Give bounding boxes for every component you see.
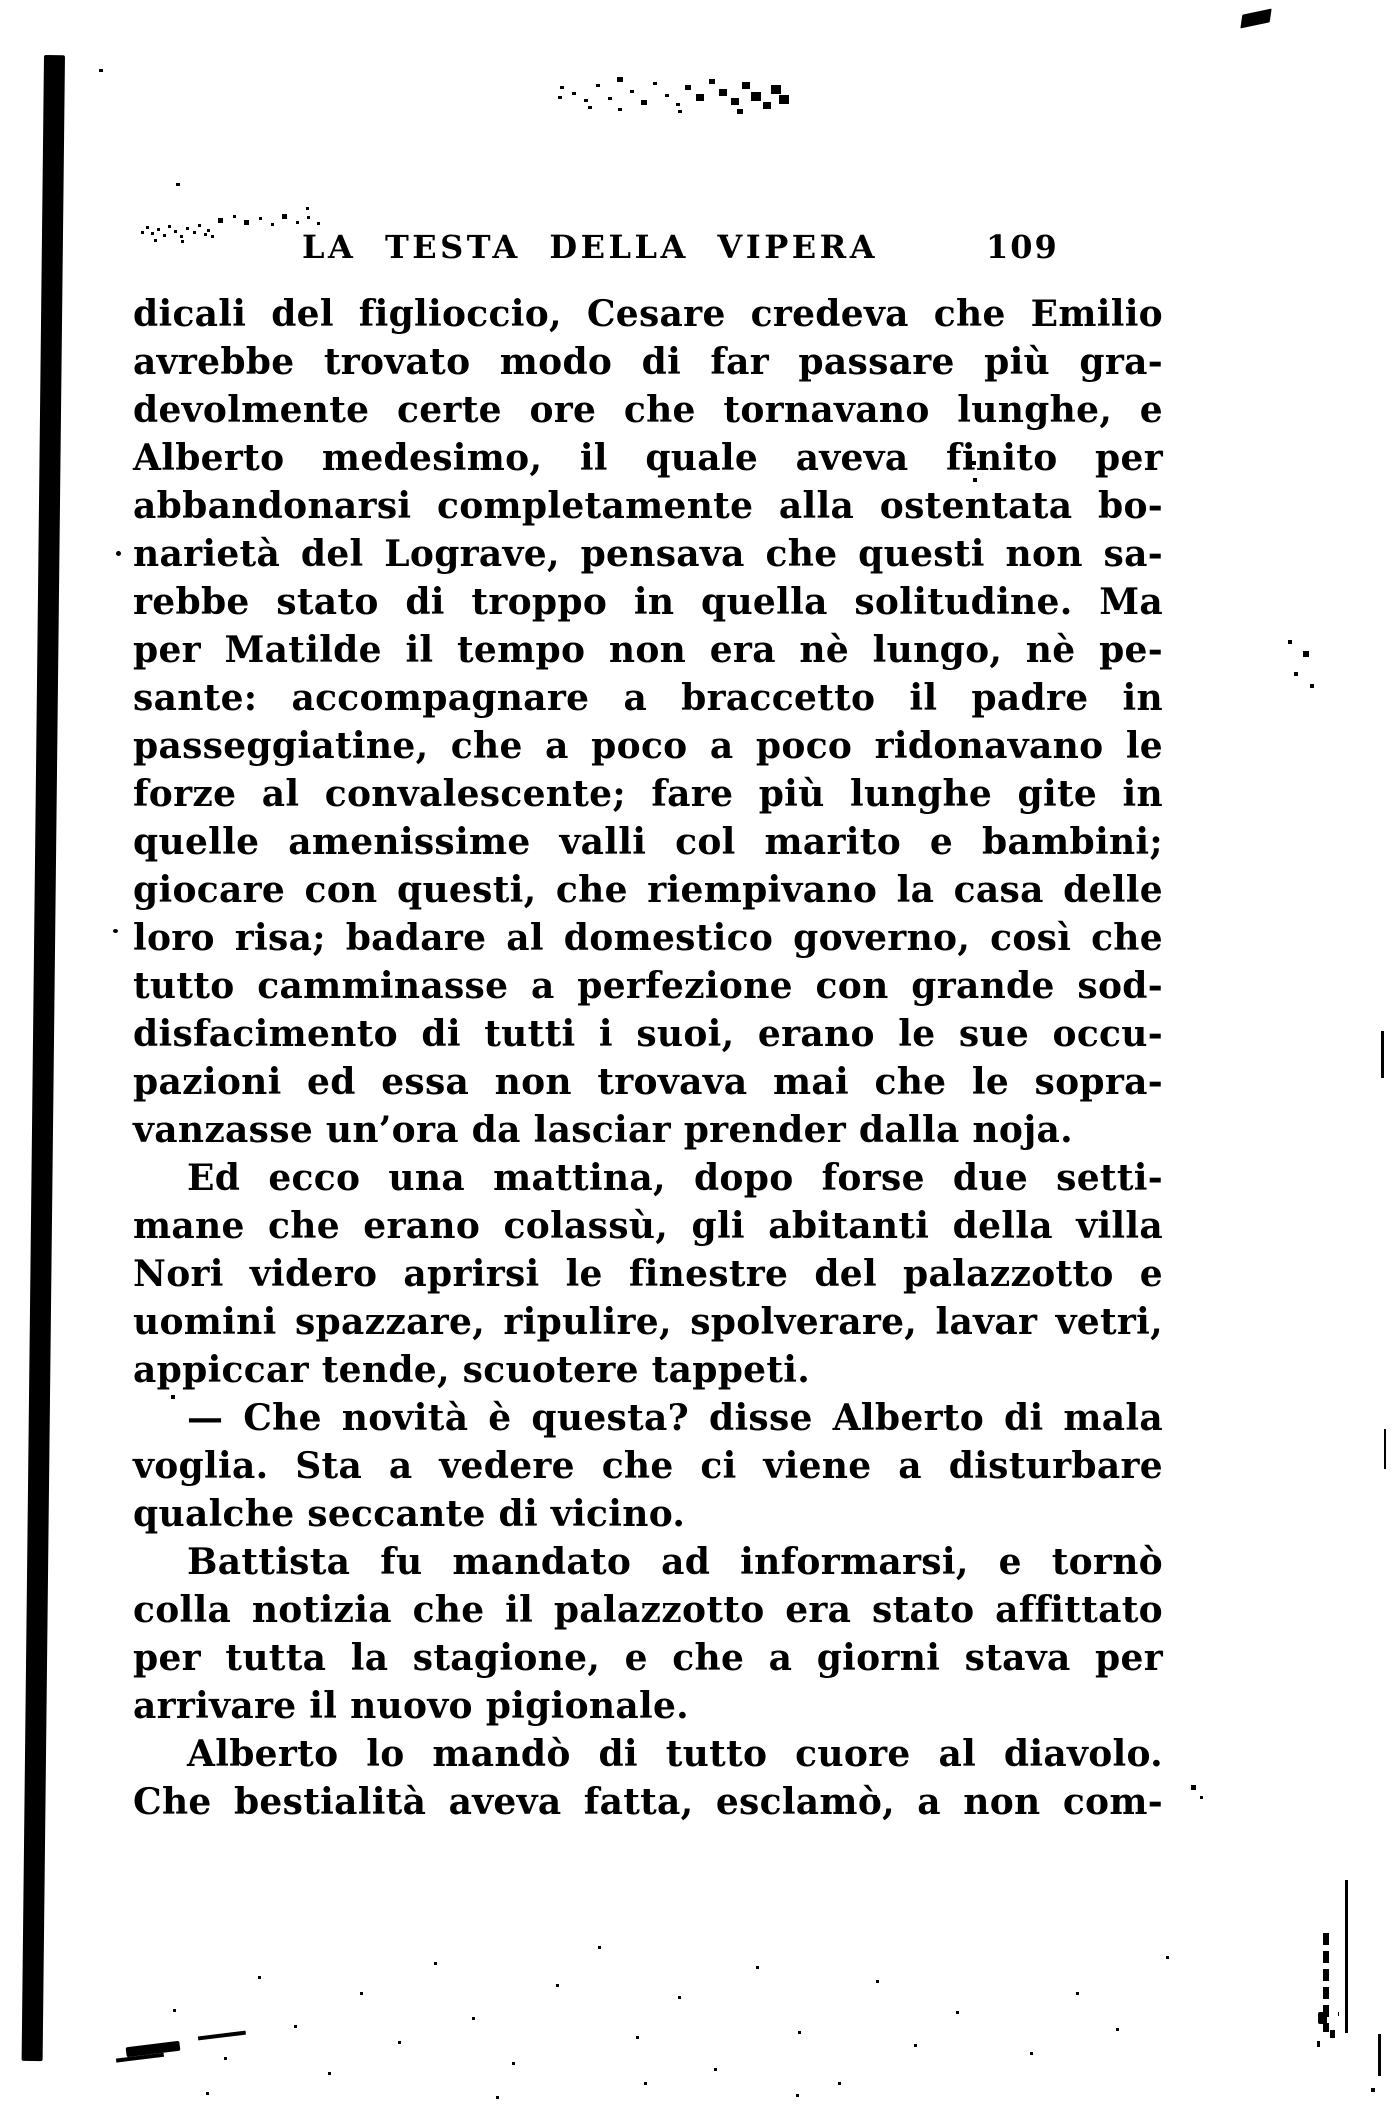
text-line: uomini spazzare, ripulire, spolverare, lavar vetri, <box>133 1301 1163 1343</box>
text-line: dicali del figlioccio, Cesare credeva che Emilio <box>133 293 1163 335</box>
scan-tick-right-3 <box>1378 2034 1381 2076</box>
text-line: loro risa; badare al domestico governo, così che <box>133 917 1163 959</box>
text-line: — Che novità è questa? disse Alberto di mala <box>187 1397 1163 1439</box>
body-text <box>133 290 1163 1826</box>
scan-tick-right-2 <box>1384 1429 1386 1469</box>
text-line: Che bestialità aveva fatta, esclamò, a non com- <box>133 1781 1163 1823</box>
scan-speckles-bottom <box>556 1984 559 1987</box>
text-line: Alberto lo mandò di tutto cuore al diavolo. <box>187 1733 1163 1775</box>
text-line: giocare con questi, che riempivano la casa delle <box>133 869 1163 911</box>
scan-line-bottom-right-1 <box>1345 1880 1348 2033</box>
text-line: sante: accompagnare a braccetto il padre in <box>133 677 1163 719</box>
scan-margin-dot <box>176 183 180 186</box>
text-line: pazioni ed essa non trovava mai che le sopra- <box>133 1061 1163 1103</box>
scan-smudge-top <box>558 96 562 99</box>
running-title: LA TESTA DELLA VIPERA <box>302 228 879 266</box>
scan-margin-dot <box>116 551 121 556</box>
text-line: quelle amenissime valli col marito e bambini; <box>133 821 1163 863</box>
text-line: arrivare il nuovo pigionale. <box>133 1685 690 1727</box>
text-line: voglia. Sta a vedere che ci viene a disturbare <box>133 1445 1163 1487</box>
text-line: avrebbe trovato modo di far passare più gra- <box>133 341 1163 383</box>
text-line: per Matilde il tempo non era nè lungo, nè pe- <box>133 629 1163 671</box>
scan-margin-marks <box>1288 640 1292 644</box>
scan-blob-bottom-right <box>1318 2012 1327 2024</box>
text-line: vanzasse un’ora da lasciar prender dalla noja. <box>133 1109 1073 1151</box>
scan-corner-mark <box>1240 9 1271 29</box>
text-line: mane che erano colassù, gli abitanti della villa <box>133 1205 1163 1247</box>
text-line: narietà del Lograve, pensava che questi non sa- <box>133 533 1163 575</box>
text-line: colla notizia che il palazzotto era stato affittato <box>133 1589 1163 1631</box>
scan-margin-dot <box>99 69 103 72</box>
text-line: per tutta la stagione, e che a giorni stava per <box>133 1637 1163 1679</box>
scan-tick-right-1 <box>1381 1031 1384 1078</box>
text-line: appiccar tende, scuotere tappeti. <box>133 1349 811 1391</box>
text-line: Battista fu mandato ad informarsi, e tornò <box>187 1541 1163 1583</box>
text-line: forze al convalescente; fare più lunghe gite in <box>133 773 1163 815</box>
text-line: rebbe stato di troppo in quella solitudine. Ma <box>133 581 1163 623</box>
scan-margin-dot <box>113 929 118 933</box>
text-line: devolmente certe ore che tornavano lunghe, e <box>133 389 1163 431</box>
text-line: Nori videro aprirsi le finestre del palazzotto e <box>133 1253 1163 1295</box>
text-line: abbandonarsi completamente alla ostentata bo- <box>133 485 1163 527</box>
scan-mark-bottom-left <box>126 2041 181 2058</box>
scan-margin-dot <box>306 207 309 210</box>
text-line: Alberto medesimo, il quale aveva finito per <box>133 437 1163 479</box>
text-line: passeggiatine, che a poco a poco ridonavano le <box>133 725 1163 767</box>
text-line: qualche seccante di vicino. <box>133 1493 686 1535</box>
scan-smudge-header <box>141 231 144 234</box>
binding-shadow-bar <box>22 55 65 2061</box>
text-line: tutto camminasse a perfezione con grande sod- <box>133 965 1163 1007</box>
page-number: 109 <box>986 228 1059 266</box>
scan-margin-dot <box>1371 2088 1375 2092</box>
text-line: Ed ecco una mattina, dopo forse due setti- <box>187 1157 1163 1199</box>
text-line: disfacimento di tutti i suoi, erano le sue occu- <box>133 1013 1163 1055</box>
